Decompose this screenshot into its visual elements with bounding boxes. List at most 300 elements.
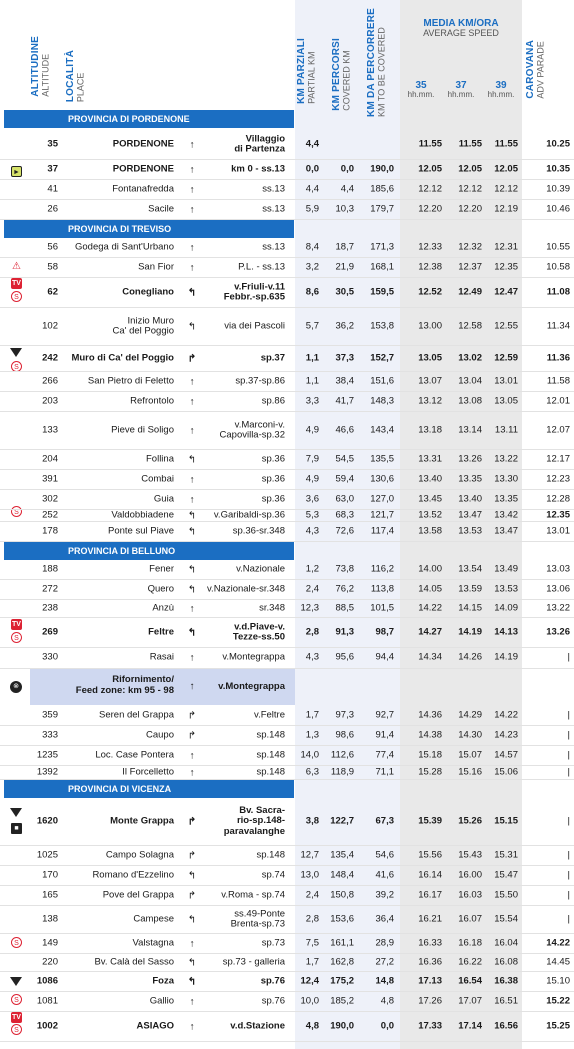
partial-km-cell: 5,9 [305, 203, 319, 215]
remaining-km-cell: 77,4 [375, 749, 394, 761]
province-header: PROVINCIA DI TREVISO [4, 220, 294, 238]
time-37-cell: 11.55 [458, 138, 482, 150]
covered-km-cell: 76,2 [335, 583, 354, 595]
sprint-icon: S [11, 361, 22, 372]
direction-arrow: ↑ [189, 424, 195, 436]
table-row [0, 522, 574, 542]
time-37-cell: 13.54 [458, 563, 482, 575]
altitude-cell: 138 [42, 913, 58, 925]
adv-parade-cell: 12.23 [546, 473, 570, 485]
time-35-cell: 12.52 [418, 286, 442, 298]
table-row [0, 308, 574, 346]
table-row [0, 412, 574, 450]
time-35-cell: 11.55 [418, 138, 442, 150]
time-35-cell: 14.34 [418, 651, 442, 663]
altitude-cell: 391 [42, 473, 58, 485]
place-cell: Pove del Grappa [102, 889, 174, 901]
place-cell: Godega di Sant'Urbano [75, 241, 174, 253]
place-cell: Ponte sul Piave [107, 525, 174, 537]
table-row [0, 180, 574, 200]
place-cell: Valstagna [132, 937, 174, 949]
table-row [0, 972, 574, 992]
place-cell: Caupo [146, 729, 174, 741]
place-cell: Rasai [149, 651, 174, 663]
direction-arrow: ↑ [189, 241, 195, 253]
sprint-icon: S [11, 291, 22, 302]
remaining-km-cell: 179,7 [370, 203, 394, 215]
header-altitude: ALTITUDINE ALTITUDE [30, 36, 51, 97]
partial-km-cell: 0,0 [305, 163, 319, 175]
direction-arrow: ↰ [187, 583, 197, 595]
direction-arrow: ↰ [187, 563, 197, 575]
remaining-km-cell: 152,7 [370, 352, 394, 364]
partial-km-cell: 13,0 [300, 869, 319, 881]
time-37-cell: 15.43 [458, 849, 482, 861]
place-cell: Monte Grappa [110, 815, 174, 827]
adv-parade-cell: 14.45 [546, 956, 570, 968]
partial-km-cell: 2,4 [305, 583, 319, 595]
partial-km-cell: 7,9 [305, 453, 319, 465]
time-37-cell: 14.19 [458, 626, 482, 638]
table-row [0, 510, 574, 522]
road-cell: sp.36 [261, 473, 285, 485]
partial-km-cell: 4,3 [305, 525, 319, 537]
time-37-cell: 16.18 [458, 937, 482, 949]
time-37-cell: 16.00 [458, 869, 482, 881]
partial-km-cell: 12,3 [300, 602, 319, 614]
time-35-cell: 17.13 [418, 975, 442, 987]
time-39-cell: 13.35 [494, 493, 518, 505]
road-cell: sp.74 [261, 869, 285, 881]
time-35-cell: 16.17 [418, 889, 442, 901]
covered-km-cell: 54,5 [335, 453, 354, 465]
covered-km-cell: 148,4 [330, 869, 354, 881]
time-37-cell: 14.26 [458, 651, 482, 663]
time-39-cell: 12.55 [494, 320, 518, 332]
altitude-cell: 62 [47, 286, 58, 298]
direction-arrow: ↰ [187, 975, 197, 987]
remaining-km-cell: 171,3 [370, 241, 394, 253]
covered-km-cell: 97,3 [335, 709, 354, 721]
remaining-km-cell: 148,3 [370, 395, 394, 407]
table-row [0, 580, 574, 600]
altitude-cell: 220 [42, 956, 58, 968]
table-row [0, 886, 574, 906]
province-header: PROVINCIA DI PORDENONE [4, 110, 294, 128]
time-39-cell: 14.23 [494, 729, 518, 741]
direction-arrow: ↱ [187, 889, 197, 901]
time-39-cell: 14.22 [494, 709, 518, 721]
time-35-cell: 14.38 [418, 729, 442, 741]
road-cell: ss.13 [262, 241, 285, 253]
partial-km-cell: 1,3 [305, 729, 319, 741]
time-37-cell: 14.29 [458, 709, 482, 721]
adv-parade-cell: 13.03 [546, 563, 570, 575]
header-adv-parade: CAROVANA ADV PARADE [525, 40, 546, 99]
time-37-cell: 16.54 [458, 975, 482, 987]
header-covered-km: KM PERCORSI COVERED KM [331, 38, 352, 111]
adv-parade-cell: 12.17 [546, 453, 570, 465]
remaining-km-cell: 113,8 [370, 583, 394, 595]
start-flag-icon: ► [11, 166, 22, 177]
road-cell: sp.36-sr.348 [232, 525, 285, 537]
partial-km-cell: 4,9 [305, 473, 319, 485]
time-39-cell: 14.13 [494, 626, 518, 638]
table-row [0, 600, 574, 618]
partial-km-cell: 4,3 [305, 651, 319, 663]
altitude-cell: 269 [42, 626, 58, 638]
altitude-cell: 56 [47, 241, 58, 253]
partial-km-cell: 4,9 [305, 424, 319, 436]
adv-parade-cell: 12.07 [546, 424, 570, 436]
direction-arrow: ↱ [187, 729, 197, 741]
adv-parade-cell: 15.25 [546, 1020, 570, 1032]
remaining-km-cell: 41,6 [375, 869, 394, 881]
partial-km-cell: 2,8 [305, 913, 319, 925]
partial-km-cell: 1,1 [305, 375, 319, 387]
direction-arrow: ↑ [189, 163, 195, 175]
partial-km-cell: 3,3 [305, 395, 319, 407]
covered-km-cell: 0,0 [340, 163, 354, 175]
time-39-cell: 12.31 [494, 241, 518, 253]
header-partial-km: KM PARZIALI PARTIAL KM [296, 38, 317, 104]
time-39-cell: 13.47 [494, 525, 518, 537]
time-37-cell: 13.53 [458, 525, 482, 537]
partial-km-cell: 3,2 [305, 261, 319, 273]
time-39-cell: 15.15 [494, 815, 518, 827]
remaining-km-cell: 190,0 [370, 163, 394, 175]
table-row [0, 450, 574, 470]
road-cell: sp.37-sp.86 [235, 375, 285, 387]
header-place: LOCALITÀ PLACE [65, 50, 86, 103]
road-cell: ss.49-Ponte Brenta-sp.73 [230, 907, 285, 930]
time-39-cell: 13.30 [494, 473, 518, 485]
partial-km-cell: 1,1 [305, 352, 319, 364]
time-39-cell: 16.08 [494, 956, 518, 968]
altitude-cell: 359 [42, 709, 58, 721]
road-cell: ss.13 [262, 183, 285, 195]
time-35-cell: 13.58 [418, 525, 442, 537]
time-35-cell: 13.31 [418, 453, 442, 465]
header-speed-37: 37 hh.mm. [447, 80, 475, 99]
covered-km-cell: 98,6 [335, 729, 354, 741]
road-cell: sp.36 [261, 453, 285, 465]
adv-parade-cell: 10.58 [546, 261, 570, 273]
altitude-cell: 272 [42, 583, 58, 595]
time-39-cell: 15.06 [494, 766, 518, 778]
adv-parade-cell: | [567, 913, 570, 925]
direction-arrow: ↰ [187, 286, 197, 298]
road-cell: Villaggio di Partenza [234, 132, 285, 155]
time-37-cell: 16.03 [458, 889, 482, 901]
altitude-cell: 204 [42, 453, 58, 465]
covered-km-cell: 185,2 [330, 995, 354, 1007]
road-cell: v.Garibaldi-sp.36 [213, 509, 285, 521]
altitude-cell: 203 [42, 395, 58, 407]
remaining-km-cell: 116,2 [370, 563, 394, 575]
direction-arrow: ↰ [187, 956, 197, 968]
adv-parade-cell: | [567, 766, 570, 778]
direction-arrow: ↑ [189, 203, 195, 215]
altitude-cell: 149 [42, 937, 58, 949]
partial-km-cell: 8,4 [305, 241, 319, 253]
covered-km-cell: 30,5 [335, 286, 354, 298]
adv-parade-cell: 12.01 [546, 395, 570, 407]
covered-km-cell: 91,3 [335, 626, 354, 638]
road-cell: via dei Pascoli [224, 320, 285, 332]
road-cell: P.L. - ss.13 [238, 261, 285, 273]
altitude-cell: 1086 [36, 975, 58, 987]
altitude-cell: 1002 [36, 1020, 58, 1032]
time-35-cell: 12.20 [418, 203, 442, 215]
altitude-cell: 1081 [36, 995, 58, 1007]
table-row [0, 560, 574, 580]
time-39-cell: 15.47 [494, 869, 518, 881]
time-39-cell: 12.59 [494, 352, 518, 364]
direction-arrow: ↑ [189, 395, 195, 407]
partial-km-cell: 2,4 [305, 889, 319, 901]
adv-parade-cell: 15.22 [546, 995, 570, 1007]
time-37-cell: 13.04 [458, 375, 482, 387]
adv-parade-cell: 13.06 [546, 583, 570, 595]
time-35-cell: 14.36 [418, 709, 442, 721]
table-row [0, 746, 574, 766]
covered-km-cell: 72,6 [335, 525, 354, 537]
header-average-speed: MEDIA KM/ORA AVERAGE SPEED [423, 18, 499, 38]
partial-km-cell: 12,4 [300, 975, 319, 987]
altitude-cell: 35 [47, 138, 58, 150]
direction-arrow: ↰ [187, 525, 197, 537]
direction-arrow: ↑ [189, 681, 195, 692]
road-cell: sp.76 [261, 995, 285, 1007]
table-row [0, 1012, 574, 1042]
sprint-icon: S [11, 506, 22, 517]
time-35-cell: 13.00 [418, 320, 442, 332]
time-39-cell: 15.54 [494, 913, 518, 925]
time-35-cell: 12.38 [418, 261, 442, 273]
road-cell: ss.13 [262, 203, 285, 215]
time-37-cell: 12.05 [458, 163, 482, 175]
table-row [0, 160, 574, 180]
remaining-km-cell: 168,1 [370, 261, 394, 273]
direction-arrow: ↰ [187, 913, 197, 925]
table-row [0, 934, 574, 954]
covered-km-cell: 135,4 [330, 849, 354, 861]
sprint-icon: S [11, 1024, 22, 1035]
time-39-cell: 16.04 [494, 937, 518, 949]
table-row [0, 200, 574, 220]
direction-arrow: ↱ [187, 815, 197, 827]
covered-km-cell: 10,3 [335, 203, 354, 215]
adv-parade-cell: 10.55 [546, 241, 570, 253]
partial-km-cell: 2,8 [305, 626, 319, 638]
time-37-cell: 13.08 [458, 395, 482, 407]
tv-icon: TV [12, 1014, 21, 1021]
place-cell: Gallio [149, 995, 174, 1007]
time-35-cell: 17.33 [418, 1020, 442, 1032]
time-35-cell: 13.45 [418, 493, 442, 505]
table-row [0, 954, 574, 972]
remaining-km-cell: 36,4 [375, 913, 394, 925]
altitude-cell: 133 [42, 424, 58, 436]
adv-parade-cell: 10.39 [546, 183, 570, 195]
province-header: PROVINCIA DI BELLUNO [4, 542, 294, 560]
adv-parade-cell: 12.28 [546, 493, 570, 505]
time-39-cell: 13.49 [494, 563, 518, 575]
table-row [0, 906, 574, 934]
covered-km-cell: 21,9 [335, 261, 354, 273]
covered-km-cell: 4,4 [340, 183, 354, 195]
time-35-cell: 13.40 [418, 473, 442, 485]
direction-arrow: ↱ [187, 849, 197, 861]
sprint-icon: S [11, 994, 22, 1005]
time-37-cell: 15.16 [458, 766, 482, 778]
time-39-cell: 14.57 [494, 749, 518, 761]
place-cell: PORDENONE [112, 138, 174, 150]
adv-parade-cell: 11.08 [546, 286, 570, 298]
time-37-cell: 16.07 [458, 913, 482, 925]
time-35-cell: 15.56 [418, 849, 442, 861]
place-cell: Fontanafredda [112, 183, 174, 195]
place-cell: Campese [133, 913, 174, 925]
time-39-cell: 13.11 [494, 424, 518, 436]
partial-km-cell: 7,5 [305, 937, 319, 949]
time-35-cell: 13.07 [418, 375, 442, 387]
covered-km-cell: 153,6 [330, 913, 354, 925]
road-cell: v.d.Piave-v. Tezze-ss.50 [232, 620, 285, 643]
road-cell: v.Marconi-v. Capovilla-sp.32 [219, 418, 285, 441]
covered-km-cell: 63,0 [335, 493, 354, 505]
feed-zone-road: v.Montegrappa [218, 681, 285, 692]
altitude-cell: 333 [42, 729, 58, 741]
road-cell: sp.73 - galleria [222, 956, 285, 968]
place-cell: PORDENONE [112, 163, 174, 175]
altitude-cell: 252 [42, 509, 58, 521]
time-37-cell: 12.37 [458, 261, 482, 273]
direction-arrow: ↑ [189, 602, 195, 614]
place-cell: Bv. Calà del Sasso [94, 956, 174, 968]
road-cell: sp.148 [256, 849, 285, 861]
adv-parade-cell: 13.26 [546, 626, 570, 638]
time-37-cell: 13.35 [458, 473, 482, 485]
partial-km-cell: 4,8 [305, 1020, 319, 1032]
place-cell: Fener [149, 563, 174, 575]
adv-parade-cell: 14.22 [546, 937, 570, 949]
covered-km-cell: 88,5 [335, 602, 354, 614]
remaining-km-cell: 153,8 [370, 320, 394, 332]
table-row [0, 392, 574, 412]
road-cell: v.Feltre [254, 709, 285, 721]
remaining-km-cell: 4,8 [380, 995, 394, 1007]
direction-arrow: ↰ [187, 626, 197, 638]
road-cell: sr.348 [259, 602, 285, 614]
altitude-cell: 170 [42, 869, 58, 881]
table-row [0, 130, 574, 160]
adv-parade-cell: 10.35 [546, 163, 570, 175]
road-cell: sp.37 [260, 352, 285, 364]
time-39-cell: 12.19 [494, 203, 518, 215]
place-cell: San Fior [138, 261, 174, 273]
road-cell: v.Roma - sp.74 [221, 889, 285, 901]
remaining-km-cell: 14,8 [375, 975, 394, 987]
place-cell: Loc. Case Pontera [95, 749, 174, 761]
adv-parade-cell: | [567, 869, 570, 881]
time-39-cell: 14.19 [494, 651, 518, 663]
partial-km-cell: 6,3 [305, 766, 319, 778]
direction-arrow: ↰ [187, 453, 197, 465]
adv-parade-cell: | [567, 849, 570, 861]
remaining-km-cell: 151,6 [370, 375, 394, 387]
table-row [0, 346, 574, 372]
partial-km-cell: 14,0 [300, 749, 319, 761]
time-39-cell: 13.42 [494, 509, 518, 521]
adv-parade-cell: | [567, 729, 570, 741]
place-cell: Guia [153, 493, 174, 505]
remaining-km-cell: 127,0 [370, 493, 394, 505]
place-cell: Anzù [152, 602, 174, 614]
time-37-cell: 12.20 [458, 203, 482, 215]
time-39-cell: 16.56 [494, 1020, 518, 1032]
covered-km-cell: 59,4 [335, 473, 354, 485]
covered-km-cell: 38,4 [335, 375, 354, 387]
direction-arrow: ↑ [189, 183, 195, 195]
time-35-cell: 15.18 [418, 749, 442, 761]
altitude-cell: 1235 [36, 749, 58, 761]
time-37-cell: 13.26 [458, 453, 482, 465]
place-cell: Foza [152, 975, 174, 987]
partial-km-cell: 10,0 [300, 995, 319, 1007]
remaining-km-cell: 91,4 [375, 729, 394, 741]
place-cell: Combai [141, 473, 174, 485]
direction-arrow: ↱ [187, 709, 197, 721]
header-speed-35: 35 hh.mm. [407, 80, 435, 99]
place-cell: Campo Solagna [105, 849, 174, 861]
time-37-cell: 13.59 [458, 583, 482, 595]
covered-km-cell: 118,9 [330, 766, 354, 778]
partial-km-cell: 12,7 [300, 849, 319, 861]
covered-km-cell: 73,8 [335, 563, 354, 575]
time-35-cell: 15.28 [418, 766, 442, 778]
time-39-cell: 16.38 [494, 975, 518, 987]
table-row [0, 238, 574, 258]
time-37-cell: 13.40 [458, 493, 482, 505]
road-cell: km 0 - ss.13 [231, 163, 285, 175]
covered-km-cell: 37,3 [335, 352, 354, 364]
direction-arrow: ↑ [189, 749, 195, 761]
altitude-cell: 238 [42, 602, 58, 614]
direction-arrow: ↑ [189, 473, 195, 485]
adv-parade-cell: 11.34 [546, 320, 570, 332]
remaining-km-cell: 39,2 [375, 889, 394, 901]
altitude-cell: 178 [42, 525, 58, 537]
time-35-cell: 13.52 [418, 509, 442, 521]
table-row [0, 766, 574, 780]
tv-icon: TV [12, 280, 21, 287]
adv-parade-cell: 15.10 [546, 975, 570, 987]
place-cell: Inizio Muro Ca' del Poggio [112, 314, 174, 337]
place-cell: Il Forcelletto [122, 766, 174, 778]
road-cell: sp.148 [256, 749, 285, 761]
time-39-cell: 13.01 [494, 375, 518, 387]
province-header: PROVINCIA DI VICENZA [4, 780, 294, 798]
road-cell: v.Nazionale-sr.348 [207, 583, 285, 595]
time-37-cell: 17.07 [458, 995, 482, 1007]
table-row [0, 706, 574, 726]
direction-arrow: ↰ [187, 509, 197, 521]
partial-km-cell: 3,8 [305, 815, 319, 827]
adv-parade-cell: | [567, 889, 570, 901]
warning-icon: ⚠ [12, 261, 21, 272]
